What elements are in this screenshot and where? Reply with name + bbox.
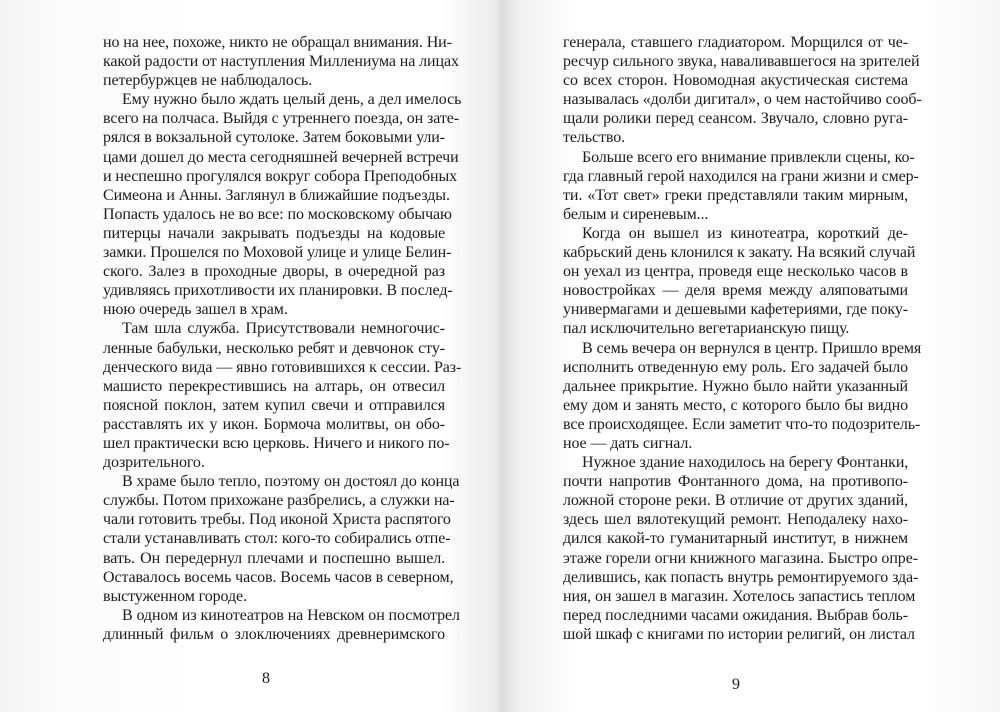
text-line: ти. «Тот свет» греки представляли таким мирным,	[563, 186, 908, 204]
page-number-right: 9	[732, 676, 740, 693]
text-line: он уехал из центра, проведя еще несколько часов в	[563, 263, 908, 281]
text-line: петербуржцев не наблюдалось.	[103, 72, 313, 90]
text-line: шел практически всю церковь. Ничего и никого по-	[103, 434, 450, 452]
text-line: дальнее прикрытие. Нужно было найти указанный	[563, 377, 908, 395]
text-line: Больше всего его внимание привлекли сцены, ко-	[582, 148, 915, 166]
text-line: щали ролики перед сеансом. Звучало, словно руга-	[563, 110, 908, 128]
page-number-left: 8	[262, 670, 270, 687]
paragraph	[563, 339, 922, 454]
text-line: нюю очередь зашел в храм.	[103, 301, 288, 319]
text-line: В храме было тепло, поэтому он достоял до конца	[122, 473, 460, 491]
text-line: какой радости от наступления Миллениума на лицах	[103, 53, 459, 71]
paragraph	[103, 90, 462, 319]
text-line: Там шла служба. Присутствовали немногочис-	[122, 320, 445, 338]
text-line: новостройках — деля время между аляповатыми	[563, 282, 908, 300]
text-line: шой шкаф с книгами по истории религий, он листал	[563, 625, 915, 643]
text-line: Оставалось восемь часов. Восемь часов в северном,	[103, 568, 454, 586]
text-line: пал исключительно вегетарианскую пищу.	[563, 320, 850, 338]
text-line: Ему нужно было ждать целый день, а дел имелось	[122, 91, 462, 109]
text-line: ное — дать сигнал.	[563, 434, 693, 452]
text-line: белым и сиреневым...	[563, 205, 709, 223]
text-line: замки. Прошелся по Моховой улице и улице Белин-	[103, 244, 452, 262]
text-line: дился какой-то гуманитарный институт, в нижнем	[563, 530, 908, 548]
paragraph	[103, 472, 460, 606]
text-line: денческого вида — явно готовившихся к сессии. Раз-	[103, 358, 462, 376]
text-line: со всех сторон. Новомодная акустическая система	[563, 72, 908, 90]
paragraph	[563, 224, 916, 339]
text-line: стали устанавливать стол: кого-то собирались отпе-	[103, 530, 451, 548]
text-line: называлась «долби дигитал», о чем настойчиво сооб-	[563, 91, 922, 109]
text-line: универмагами и дешевыми кафетериями, где поку-	[563, 301, 908, 319]
paragraph	[563, 453, 919, 644]
text-line: дозрительного.	[103, 454, 205, 472]
text-line: службы. Потом прихожане разбрелись, а служки на-	[103, 492, 455, 510]
text-line: ленные бабульки, несколько ребят и девчонок сту-	[103, 339, 445, 357]
text-line: цами дошел до места сегодняшней вечерней встречи	[103, 148, 459, 166]
text-line: В семь вечера он вернулся в центр. Пришло время	[582, 339, 922, 357]
right-page-text	[563, 33, 922, 644]
text-line: исполнить отведенную ему роль. Его задачей было	[563, 358, 908, 376]
text-line: тельство.	[563, 129, 626, 147]
text-line: ния, он зашел в магазин. Хотелось запастись теплом	[563, 587, 916, 605]
text-line: выстуженном городе.	[103, 587, 247, 605]
text-line: кабрьский день клонился к закату. На всякий случай	[563, 244, 916, 262]
text-line: питерцы начали закрывать подъезды на кодовые	[103, 224, 445, 242]
text-line: делившись, как попасть внутрь ремонтируемого зда-	[563, 568, 919, 586]
text-line: генерала, ставшего гладиатором. Морщился от че-	[563, 34, 908, 51]
text-line: машисто перекрестившись на алтарь, он отвесил	[103, 377, 445, 395]
left-page-text	[103, 33, 462, 644]
text-line: В одном из кинотеатров на Невском он посмотрел	[122, 606, 460, 624]
text-line: поясной поклон, затем купил свечи и отправился	[103, 396, 445, 414]
text-line: вать. Он передернул плечами и поспешно вышел.	[103, 549, 445, 567]
text-line: перед последними часами ожидания. Выбрав боль-	[563, 606, 908, 624]
paragraph	[103, 33, 459, 90]
text-line: ресчур сильного звука, наваливавшегося на зрителей	[563, 53, 920, 71]
text-line: и неспешно прогулялся вокруг собора Преподобных	[103, 167, 458, 185]
text-line: чали готовить требы. Под иконой Христа распятого	[103, 511, 451, 529]
text-line: ложной стороне реки. В отличие от других зданий,	[563, 492, 908, 510]
text-line: Когда он вышел из кинотеатра, короткий де-	[582, 224, 908, 242]
text-line: расставлять их у икон. Бормоча молитвы, он обо-	[103, 415, 445, 433]
text-line: но на нее, похоже, никто не обращал внимания. Ни-	[103, 34, 452, 51]
text-line: Попасть удалось не во все: по московскому обычаю	[103, 205, 452, 223]
text-line: всего на полчаса. Выйдя с утреннего поезда, он зате-	[103, 110, 459, 128]
paragraph	[103, 319, 462, 472]
text-line: Симеона и Анны. Заглянул в ближайшие подъезды.	[103, 186, 450, 204]
paragraph	[563, 33, 922, 148]
text-line: Нужное здание находилось на берегу Фонтанки,	[582, 454, 909, 472]
text-line: гда главный герой находился на грани жизни и смер-	[563, 167, 919, 185]
text-line: все происходящее. Если заметит что-то подозритель-	[563, 415, 921, 433]
text-line: длинный фильм о злоключениях древнеримского	[103, 625, 445, 643]
text-line: здесь шел вялотекущий ремонт. Неподалеку нахо-	[563, 511, 908, 529]
paragraph	[563, 148, 919, 224]
text-line: ского. Залез в проходные дворы, в очередной раз	[103, 263, 445, 281]
text-line: удивляясь прихотливости их планировки. В послед-	[103, 282, 453, 300]
text-line: этаже горели огни книжного магазина. Быстро опре-	[563, 549, 918, 567]
paragraph	[103, 606, 460, 644]
text-line: почти напротив Фонтанного дома, на противопо-	[563, 473, 908, 491]
text-line: рялся в вокзальной сутолоке. Затем боковыми ули-	[103, 129, 445, 147]
text-line: ему дом и занять место, с которого было бы видно	[563, 396, 908, 414]
